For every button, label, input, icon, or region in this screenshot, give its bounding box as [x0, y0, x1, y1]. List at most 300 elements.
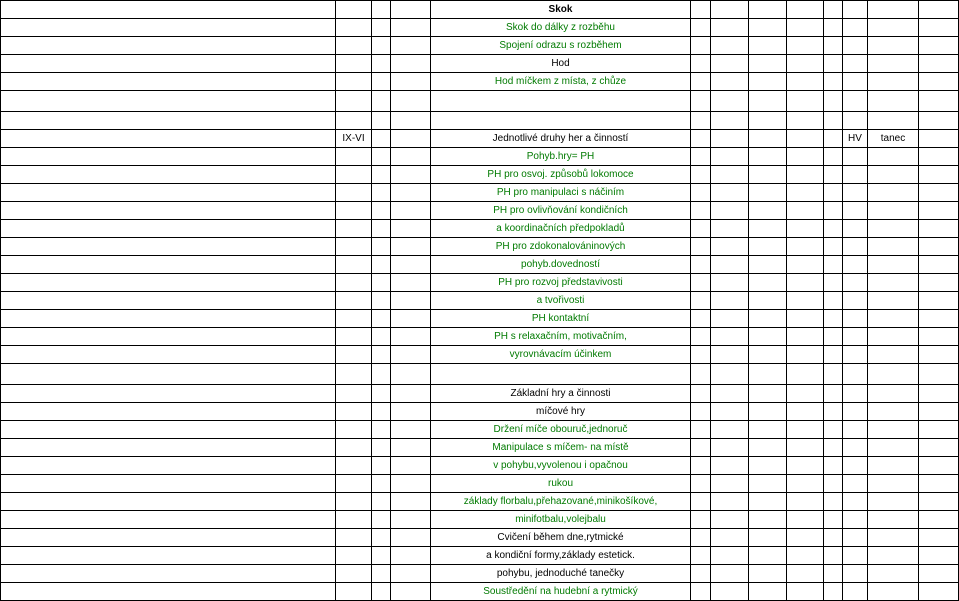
cell-d: [391, 310, 431, 328]
cell-topic: [431, 364, 691, 385]
cell-g: [711, 130, 749, 148]
cell-d: [391, 493, 431, 511]
cell-h: [749, 238, 787, 256]
cell-g: [711, 457, 749, 475]
cell-grade: [336, 256, 372, 274]
cell-d: [391, 583, 431, 601]
cell-note: [868, 19, 919, 37]
cell-topic: Cvičení během dne,rytmické: [431, 529, 691, 547]
cell-subject: [843, 547, 868, 565]
cell-i: [787, 202, 824, 220]
cell-note: [868, 73, 919, 91]
cell-d: [391, 1, 431, 19]
cell-j: [824, 238, 843, 256]
cell-note: [868, 238, 919, 256]
cell-h: [749, 439, 787, 457]
cell-h: [749, 55, 787, 73]
cell-topic: Pohyb.hry= PH: [431, 148, 691, 166]
cell-c: [372, 583, 391, 601]
cell-j: [824, 565, 843, 583]
cell-topic: v pohybu,vyvolenou i opačnou: [431, 457, 691, 475]
cell-m: [919, 421, 959, 439]
cell-f: [691, 328, 711, 346]
cell-f: [691, 475, 711, 493]
cell-topic: PH pro zdokonalováninových: [431, 238, 691, 256]
cell-c: [372, 184, 391, 202]
cell-f: [691, 385, 711, 403]
cell-grade: [336, 364, 372, 385]
cell-i: [787, 421, 824, 439]
cell-a: [1, 130, 336, 148]
cell-topic: Spojení odrazu s rozběhem: [431, 37, 691, 55]
table-row: [1, 529, 959, 547]
cell-h: [749, 202, 787, 220]
cell-i: [787, 364, 824, 385]
cell-g: [711, 583, 749, 601]
cell-note: [868, 292, 919, 310]
cell-c: [372, 439, 391, 457]
cell-subject: [843, 112, 868, 130]
cell-f: [691, 55, 711, 73]
cell-h: [749, 166, 787, 184]
cell-g: [711, 346, 749, 364]
cell-topic: Jednotlivé druhy her a činností: [431, 130, 691, 148]
cell-j: [824, 166, 843, 184]
cell-f: [691, 511, 711, 529]
table-row: [1, 421, 959, 439]
table-row: [1, 346, 959, 364]
cell-h: [749, 112, 787, 130]
cell-a: [1, 439, 336, 457]
cell-f: [691, 439, 711, 457]
cell-grade: [336, 511, 372, 529]
cell-grade: [336, 439, 372, 457]
cell-g: [711, 328, 749, 346]
cell-f: [691, 112, 711, 130]
cell-h: [749, 19, 787, 37]
table-row: [1, 328, 959, 346]
cell-f: [691, 403, 711, 421]
cell-c: [372, 385, 391, 403]
cell-grade: [336, 148, 372, 166]
cell-c: [372, 91, 391, 112]
cell-g: [711, 529, 749, 547]
cell-grade: [336, 220, 372, 238]
cell-h: [749, 73, 787, 91]
cell-a: [1, 583, 336, 601]
cell-d: [391, 256, 431, 274]
cell-topic: základy florbalu,přehazované,minikošíkové,: [431, 493, 691, 511]
cell-note: [868, 274, 919, 292]
cell-j: [824, 385, 843, 403]
cell-d: [391, 565, 431, 583]
cell-c: [372, 529, 391, 547]
cell-note: [868, 37, 919, 55]
cell-topic: vyrovnávacím účinkem: [431, 346, 691, 364]
cell-topic: Skok: [431, 1, 691, 19]
table-row: [1, 565, 959, 583]
cell-f: [691, 346, 711, 364]
cell-a: [1, 385, 336, 403]
cell-i: [787, 256, 824, 274]
cell-grade: [336, 310, 372, 328]
cell-d: [391, 547, 431, 565]
cell-subject: [843, 403, 868, 421]
cell-d: [391, 346, 431, 364]
table-row: [1, 457, 959, 475]
cell-m: [919, 439, 959, 457]
cell-i: [787, 439, 824, 457]
cell-topic: minifotbalu,volejbalu: [431, 511, 691, 529]
cell-a: [1, 292, 336, 310]
cell-f: [691, 274, 711, 292]
cell-grade: [336, 166, 372, 184]
cell-topic: rukou: [431, 475, 691, 493]
cell-subject: [843, 91, 868, 112]
table-row: [1, 256, 959, 274]
cell-g: [711, 403, 749, 421]
cell-i: [787, 220, 824, 238]
cell-h: [749, 583, 787, 601]
cell-note: [868, 511, 919, 529]
cell-m: [919, 547, 959, 565]
cell-topic: [431, 91, 691, 112]
cell-grade: [336, 583, 372, 601]
cell-j: [824, 457, 843, 475]
cell-i: [787, 19, 824, 37]
cell-a: [1, 346, 336, 364]
cell-d: [391, 328, 431, 346]
cell-g: [711, 55, 749, 73]
table-row: [1, 238, 959, 256]
cell-note: [868, 364, 919, 385]
cell-h: [749, 328, 787, 346]
cell-j: [824, 292, 843, 310]
cell-f: [691, 565, 711, 583]
cell-g: [711, 439, 749, 457]
table-row: [1, 220, 959, 238]
cell-topic: Manipulace s míčem- na místě: [431, 439, 691, 457]
cell-g: [711, 364, 749, 385]
cell-topic: pohyb.dovedností: [431, 256, 691, 274]
table-row: [1, 184, 959, 202]
cell-note: [868, 583, 919, 601]
cell-topic: Hod: [431, 55, 691, 73]
cell-subject: [843, 364, 868, 385]
cell-j: [824, 19, 843, 37]
cell-grade: [336, 493, 372, 511]
cell-note: [868, 148, 919, 166]
cell-m: [919, 256, 959, 274]
cell-note: [868, 421, 919, 439]
cell-subject: [843, 310, 868, 328]
cell-d: [391, 166, 431, 184]
cell-grade: [336, 292, 372, 310]
cell-f: [691, 529, 711, 547]
cell-i: [787, 475, 824, 493]
cell-f: [691, 220, 711, 238]
cell-g: [711, 565, 749, 583]
cell-m: [919, 1, 959, 19]
cell-g: [711, 1, 749, 19]
cell-g: [711, 475, 749, 493]
cell-h: [749, 256, 787, 274]
cell-j: [824, 1, 843, 19]
cell-note: [868, 256, 919, 274]
cell-f: [691, 148, 711, 166]
cell-a: [1, 73, 336, 91]
cell-f: [691, 91, 711, 112]
cell-m: [919, 238, 959, 256]
cell-m: [919, 37, 959, 55]
table-row: [1, 130, 959, 148]
cell-i: [787, 385, 824, 403]
cell-a: [1, 457, 336, 475]
cell-j: [824, 583, 843, 601]
table-row: [1, 202, 959, 220]
cell-m: [919, 55, 959, 73]
cell-subject: [843, 166, 868, 184]
cell-d: [391, 202, 431, 220]
cell-subject: [843, 328, 868, 346]
cell-i: [787, 328, 824, 346]
cell-note: [868, 55, 919, 73]
cell-note: [868, 346, 919, 364]
cell-i: [787, 112, 824, 130]
cell-j: [824, 220, 843, 238]
cell-grade: [336, 274, 372, 292]
cell-subject: HV: [843, 130, 868, 148]
cell-h: [749, 220, 787, 238]
cell-g: [711, 511, 749, 529]
cell-j: [824, 184, 843, 202]
cell-topic: [431, 112, 691, 130]
cell-a: [1, 112, 336, 130]
table-row: [1, 493, 959, 511]
cell-f: [691, 547, 711, 565]
table-row: [1, 166, 959, 184]
cell-d: [391, 292, 431, 310]
cell-j: [824, 274, 843, 292]
cell-grade: [336, 547, 372, 565]
cell-d: [391, 19, 431, 37]
cell-a: [1, 238, 336, 256]
cell-c: [372, 565, 391, 583]
cell-h: [749, 184, 787, 202]
cell-a: [1, 421, 336, 439]
table-row: [1, 511, 959, 529]
cell-g: [711, 310, 749, 328]
cell-h: [749, 1, 787, 19]
cell-note: [868, 1, 919, 19]
table-row: [1, 364, 959, 385]
cell-a: [1, 364, 336, 385]
cell-c: [372, 220, 391, 238]
cell-j: [824, 529, 843, 547]
cell-d: [391, 421, 431, 439]
cell-j: [824, 547, 843, 565]
cell-m: [919, 403, 959, 421]
cell-g: [711, 112, 749, 130]
cell-m: [919, 112, 959, 130]
cell-g: [711, 421, 749, 439]
cell-grade: [336, 529, 372, 547]
cell-d: [391, 184, 431, 202]
cell-g: [711, 184, 749, 202]
cell-i: [787, 547, 824, 565]
cell-m: [919, 220, 959, 238]
cell-c: [372, 292, 391, 310]
cell-h: [749, 511, 787, 529]
cell-grade: [336, 346, 372, 364]
cell-d: [391, 439, 431, 457]
table-row: [1, 274, 959, 292]
cell-note: [868, 220, 919, 238]
cell-note: [868, 310, 919, 328]
cell-grade: [336, 112, 372, 130]
cell-i: [787, 403, 824, 421]
cell-f: [691, 364, 711, 385]
cell-topic: Skok do dálky z rozběhu: [431, 19, 691, 37]
cell-m: [919, 184, 959, 202]
cell-topic: PH pro manipulaci s náčiním: [431, 184, 691, 202]
cell-d: [391, 475, 431, 493]
cell-j: [824, 202, 843, 220]
cell-f: [691, 1, 711, 19]
cell-note: [868, 565, 919, 583]
cell-m: [919, 457, 959, 475]
cell-f: [691, 292, 711, 310]
cell-note: [868, 91, 919, 112]
cell-d: [391, 112, 431, 130]
cell-d: [391, 130, 431, 148]
cell-g: [711, 274, 749, 292]
cell-m: [919, 73, 959, 91]
cell-d: [391, 220, 431, 238]
cell-subject: [843, 457, 868, 475]
table-row: [1, 1, 959, 19]
table-row: [1, 112, 959, 130]
cell-f: [691, 166, 711, 184]
cell-m: [919, 475, 959, 493]
cell-j: [824, 493, 843, 511]
cell-i: [787, 310, 824, 328]
cell-a: [1, 547, 336, 565]
cell-j: [824, 112, 843, 130]
cell-i: [787, 130, 824, 148]
cell-d: [391, 511, 431, 529]
cell-a: [1, 310, 336, 328]
cell-c: [372, 256, 391, 274]
cell-note: [868, 112, 919, 130]
cell-c: [372, 274, 391, 292]
cell-h: [749, 346, 787, 364]
cell-a: [1, 328, 336, 346]
cell-topic: PH pro rozvoj představivosti: [431, 274, 691, 292]
cell-g: [711, 292, 749, 310]
cell-c: [372, 403, 391, 421]
cell-a: [1, 493, 336, 511]
cell-h: [749, 565, 787, 583]
cell-topic: míčové hry: [431, 403, 691, 421]
cell-d: [391, 403, 431, 421]
cell-topic: a koordinačních předpokladů: [431, 220, 691, 238]
cell-subject: [843, 148, 868, 166]
cell-grade: IX-VI: [336, 130, 372, 148]
cell-d: [391, 73, 431, 91]
cell-h: [749, 547, 787, 565]
cell-grade: [336, 457, 372, 475]
cell-i: [787, 529, 824, 547]
cell-note: [868, 385, 919, 403]
cell-i: [787, 166, 824, 184]
cell-m: [919, 385, 959, 403]
cell-m: [919, 166, 959, 184]
cell-f: [691, 583, 711, 601]
cell-h: [749, 148, 787, 166]
cell-subject: [843, 73, 868, 91]
cell-a: [1, 511, 336, 529]
cell-c: [372, 511, 391, 529]
cell-m: [919, 565, 959, 583]
table-row: [1, 73, 959, 91]
cell-m: [919, 274, 959, 292]
table-row: [1, 475, 959, 493]
cell-i: [787, 238, 824, 256]
cell-subject: [843, 274, 868, 292]
cell-note: tanec: [868, 130, 919, 148]
cell-topic: a kondiční formy,základy estetick.: [431, 547, 691, 565]
cell-grade: [336, 1, 372, 19]
table-row: [1, 385, 959, 403]
cell-subject: [843, 385, 868, 403]
cell-g: [711, 37, 749, 55]
cell-m: [919, 130, 959, 148]
cell-c: [372, 328, 391, 346]
cell-h: [749, 385, 787, 403]
cell-c: [372, 1, 391, 19]
cell-subject: [843, 37, 868, 55]
cell-grade: [336, 184, 372, 202]
cell-m: [919, 583, 959, 601]
cell-j: [824, 91, 843, 112]
cell-j: [824, 328, 843, 346]
cell-j: [824, 403, 843, 421]
cell-j: [824, 475, 843, 493]
cell-grade: [336, 385, 372, 403]
table-row: [1, 55, 959, 73]
cell-d: [391, 148, 431, 166]
cell-f: [691, 73, 711, 91]
cell-i: [787, 37, 824, 55]
cell-m: [919, 91, 959, 112]
cell-grade: [336, 421, 372, 439]
cell-grade: [336, 202, 372, 220]
cell-h: [749, 529, 787, 547]
cell-f: [691, 202, 711, 220]
cell-m: [919, 292, 959, 310]
cell-grade: [336, 403, 372, 421]
table-row: [1, 19, 959, 37]
cell-topic: Soustředění na hudební a rytmický: [431, 583, 691, 601]
table-row: [1, 547, 959, 565]
cell-subject: [843, 421, 868, 439]
cell-note: [868, 403, 919, 421]
table-row: [1, 292, 959, 310]
cell-c: [372, 547, 391, 565]
cell-g: [711, 238, 749, 256]
cell-subject: [843, 256, 868, 274]
